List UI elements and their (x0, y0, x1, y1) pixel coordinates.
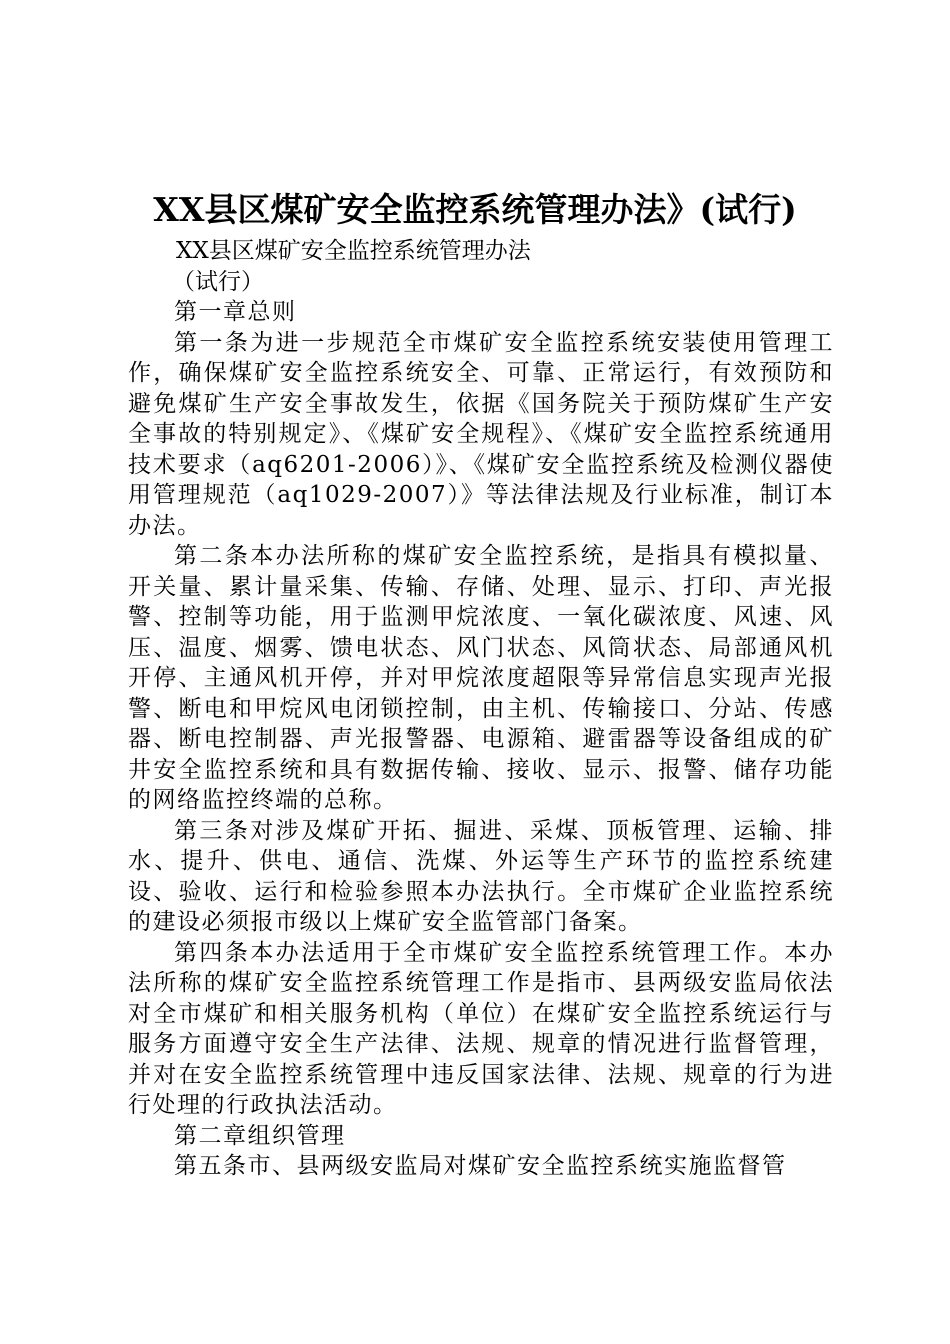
chapter-heading-2: 第二章组织管理 (174, 1122, 346, 1149)
article-1: 第一条为进一步规范全市煤矿安全监控系统安装使用管理工作，确保煤矿安全监控系统安全、可靠、正常运行，有效预防和避免煤矿生产安全事故发生，依据《国务院关于预防煤矿生产安全事故的特别规定》、《煤矿安全规程》、《煤矿安全监控系统通用技术要求（aq6201-2006）》、《煤矿安全监控系统及检测仪器使用管理规范（aq1029-2007）》等法律法规及行业标准，制订本办法。 (128, 329, 834, 539)
document-title: XX县区煤矿安全监控系统管理办法》(试行) (153, 190, 797, 229)
document-body (128, 236, 834, 1182)
article-2: 第二条本办法所称的煤矿安全监控系统，是指具有模拟量、开关量、累计量采集、传输、存储、处理、显示、打印、声光报警、控制等功能，用于监测甲烷浓度、一氧化碳浓度、风速、风压、温度、烟雾、馈电状态、风门状态、风筒状态、局部通风机开停、主通风机开停，并对甲烷浓度超限等异常信息实现声光报警、断电和甲烷风电闭锁控制，由主机、传输接口、分站、传感器、断电控制器、声光报警器、电源箱、避雷器等设备组成的矿井安全监控系统和具有数据传输、接收、显示、报警、储存功能的网络监控终端的总称。 (128, 543, 834, 813)
document-subtitle: XX县区煤矿安全监控系统管理办法 (176, 238, 531, 264)
article-5: 第五条市、县两级安监局对煤矿安全监控系统实施监督管 (174, 1153, 787, 1179)
chapter-heading-1: 第一章总则 (174, 299, 297, 325)
article-3: 第三条对涉及煤矿开拓、掘进、采煤、顶板管理、运输、排水、提升、供电、通信、洗煤、外运等生产环节的监控系统建设、验收、运行和检验参照本办法执行。全市煤矿企业监控系统的建设必须报市级以上煤矿安全监管部门备案。 (128, 817, 834, 935)
document-subtitle-note: （试行） (172, 268, 264, 295)
article-4: 第四条本办法适用于全市煤矿安全监控系统管理工作。本办法所称的煤矿安全监控系统管理工作是指市、县两级安监局依法对全市煤矿和相关服务机构（单位）在煤矿安全监控系统运行与服务方面遵守安全生产法律、法规、规章的情况进行监督管理，并对在安全监控系统管理中违反国家法律、法规、规章的行为进行处理的行政执法活动。 (128, 939, 834, 1118)
